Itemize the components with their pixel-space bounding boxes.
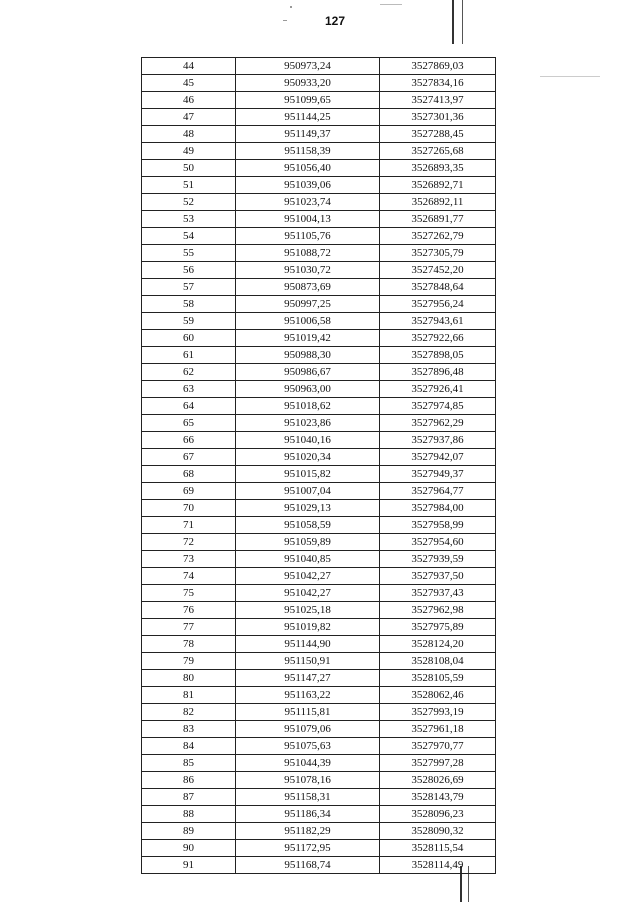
table-row — [142, 602, 496, 619]
x-coordinate-cell: 951030,72 — [236, 262, 380, 279]
table-row — [142, 534, 496, 551]
point-number-cell: 63 — [142, 381, 236, 398]
y-coordinate-cell: 3526892,71 — [380, 177, 496, 194]
x-coordinate-cell: 951020,34 — [236, 449, 380, 466]
point-number-cell: 64 — [142, 398, 236, 415]
x-coordinate-cell: 951079,06 — [236, 721, 380, 738]
x-coordinate-cell: 951150,91 — [236, 653, 380, 670]
y-coordinate-cell: 3528090,32 — [380, 823, 496, 840]
point-number-cell: 84 — [142, 738, 236, 755]
x-coordinate-cell: 951023,74 — [236, 194, 380, 211]
table-row — [142, 211, 496, 228]
y-coordinate-cell: 3528105,59 — [380, 670, 496, 687]
table-row — [142, 823, 496, 840]
table-row — [142, 143, 496, 160]
point-number-cell: 78 — [142, 636, 236, 653]
table-row — [142, 670, 496, 687]
table-row — [142, 687, 496, 704]
x-coordinate-cell: 950873,69 — [236, 279, 380, 296]
x-coordinate-cell: 951168,74 — [236, 857, 380, 874]
table-row — [142, 653, 496, 670]
point-number-cell: 71 — [142, 517, 236, 534]
table-row — [142, 177, 496, 194]
table-row — [142, 517, 496, 534]
x-coordinate-cell: 951186,34 — [236, 806, 380, 823]
point-number-cell: 81 — [142, 687, 236, 704]
point-number-cell: 55 — [142, 245, 236, 262]
table-row — [142, 483, 496, 500]
table-row — [142, 466, 496, 483]
x-coordinate-cell: 951059,89 — [236, 534, 380, 551]
table-row — [142, 432, 496, 449]
table-row — [142, 160, 496, 177]
point-number-cell: 69 — [142, 483, 236, 500]
x-coordinate-cell: 951006,58 — [236, 313, 380, 330]
y-coordinate-cell: 3527922,66 — [380, 330, 496, 347]
x-coordinate-cell: 951158,31 — [236, 789, 380, 806]
point-number-cell: 91 — [142, 857, 236, 874]
x-coordinate-cell: 951182,29 — [236, 823, 380, 840]
table-row — [142, 228, 496, 245]
table-row — [142, 415, 496, 432]
x-coordinate-cell: 950973,24 — [236, 58, 380, 75]
x-coordinate-cell: 951078,16 — [236, 772, 380, 789]
y-coordinate-cell: 3527949,37 — [380, 466, 496, 483]
point-number-cell: 62 — [142, 364, 236, 381]
point-number-cell: 61 — [142, 347, 236, 364]
x-coordinate-cell: 951018,62 — [236, 398, 380, 415]
table-row — [142, 296, 496, 313]
point-number-cell: 88 — [142, 806, 236, 823]
x-coordinate-cell: 951019,42 — [236, 330, 380, 347]
point-number-cell: 50 — [142, 160, 236, 177]
point-number-cell: 90 — [142, 840, 236, 857]
y-coordinate-cell: 3527962,29 — [380, 415, 496, 432]
coordinates-table-body — [142, 58, 496, 874]
table-row — [142, 330, 496, 347]
y-coordinate-cell: 3528026,69 — [380, 772, 496, 789]
point-number-cell: 89 — [142, 823, 236, 840]
table-row — [142, 500, 496, 517]
x-coordinate-cell: 951088,72 — [236, 245, 380, 262]
x-coordinate-cell: 951040,16 — [236, 432, 380, 449]
point-number-cell: 68 — [142, 466, 236, 483]
y-coordinate-cell: 3527452,20 — [380, 262, 496, 279]
x-coordinate-cell: 951163,22 — [236, 687, 380, 704]
point-number-cell: 44 — [142, 58, 236, 75]
y-coordinate-cell: 3527898,05 — [380, 347, 496, 364]
table-row — [142, 381, 496, 398]
y-coordinate-cell: 3528143,79 — [380, 789, 496, 806]
x-coordinate-cell: 951144,25 — [236, 109, 380, 126]
binding-mark-top — [452, 0, 463, 44]
point-number-cell: 59 — [142, 313, 236, 330]
y-coordinate-cell: 3527939,59 — [380, 551, 496, 568]
x-coordinate-cell: 951004,13 — [236, 211, 380, 228]
point-number-cell: 70 — [142, 500, 236, 517]
point-number-cell: 46 — [142, 92, 236, 109]
x-coordinate-cell: 951058,59 — [236, 517, 380, 534]
table-row — [142, 262, 496, 279]
y-coordinate-cell: 3527958,99 — [380, 517, 496, 534]
y-coordinate-cell: 3527961,18 — [380, 721, 496, 738]
y-coordinate-cell: 3527262,79 — [380, 228, 496, 245]
table-row — [142, 721, 496, 738]
table-row — [142, 364, 496, 381]
point-number-cell: 77 — [142, 619, 236, 636]
y-coordinate-cell: 3527926,41 — [380, 381, 496, 398]
y-coordinate-cell: 3527954,60 — [380, 534, 496, 551]
point-number-cell: 85 — [142, 755, 236, 772]
y-coordinate-cell: 3527869,03 — [380, 58, 496, 75]
point-number-cell: 65 — [142, 415, 236, 432]
x-coordinate-cell: 950963,00 — [236, 381, 380, 398]
table-row — [142, 109, 496, 126]
x-coordinate-cell: 950933,20 — [236, 75, 380, 92]
table-row — [142, 772, 496, 789]
y-coordinate-cell: 3528124,20 — [380, 636, 496, 653]
x-coordinate-cell: 951105,76 — [236, 228, 380, 245]
x-coordinate-cell: 950988,30 — [236, 347, 380, 364]
point-number-cell: 79 — [142, 653, 236, 670]
table-row — [142, 58, 496, 75]
scan-speck — [380, 4, 402, 5]
point-number-cell: 66 — [142, 432, 236, 449]
y-coordinate-cell: 3527305,79 — [380, 245, 496, 262]
point-number-cell: 73 — [142, 551, 236, 568]
y-coordinate-cell: 3527970,77 — [380, 738, 496, 755]
y-coordinate-cell: 3526891,77 — [380, 211, 496, 228]
point-number-cell: 53 — [142, 211, 236, 228]
point-number-cell: 48 — [142, 126, 236, 143]
x-coordinate-cell: 950997,25 — [236, 296, 380, 313]
y-coordinate-cell: 3527997,28 — [380, 755, 496, 772]
x-coordinate-cell: 951025,18 — [236, 602, 380, 619]
table-row — [142, 449, 496, 466]
scan-speck — [283, 20, 287, 21]
point-number-cell: 86 — [142, 772, 236, 789]
point-number-cell: 45 — [142, 75, 236, 92]
point-number-cell: 75 — [142, 585, 236, 602]
point-number-cell: 47 — [142, 109, 236, 126]
table-row — [142, 126, 496, 143]
y-coordinate-cell: 3527962,98 — [380, 602, 496, 619]
x-coordinate-cell: 951158,39 — [236, 143, 380, 160]
point-number-cell: 72 — [142, 534, 236, 551]
y-coordinate-cell: 3527942,07 — [380, 449, 496, 466]
table-row — [142, 245, 496, 262]
y-coordinate-cell: 3528115,54 — [380, 840, 496, 857]
table-row — [142, 279, 496, 296]
point-number-cell: 58 — [142, 296, 236, 313]
y-coordinate-cell: 3527937,43 — [380, 585, 496, 602]
table-row — [142, 585, 496, 602]
x-coordinate-cell: 951075,63 — [236, 738, 380, 755]
y-coordinate-cell: 3527993,19 — [380, 704, 496, 721]
y-coordinate-cell: 3527413,97 — [380, 92, 496, 109]
point-number-cell: 52 — [142, 194, 236, 211]
x-coordinate-cell: 951042,27 — [236, 585, 380, 602]
y-coordinate-cell: 3527896,48 — [380, 364, 496, 381]
coordinates-table — [141, 57, 496, 874]
table-row — [142, 398, 496, 415]
point-number-cell: 83 — [142, 721, 236, 738]
table-row — [142, 347, 496, 364]
x-coordinate-cell: 951015,82 — [236, 466, 380, 483]
table-row — [142, 789, 496, 806]
page-number: 127 — [324, 14, 346, 28]
y-coordinate-cell: 3528096,23 — [380, 806, 496, 823]
point-number-cell: 76 — [142, 602, 236, 619]
table-row — [142, 857, 496, 874]
y-coordinate-cell: 3527937,86 — [380, 432, 496, 449]
table-row — [142, 92, 496, 109]
table-row — [142, 568, 496, 585]
table-row — [142, 75, 496, 92]
y-coordinate-cell: 3526893,35 — [380, 160, 496, 177]
x-coordinate-cell: 951040,85 — [236, 551, 380, 568]
x-coordinate-cell: 951172,95 — [236, 840, 380, 857]
point-number-cell: 74 — [142, 568, 236, 585]
y-coordinate-cell: 3527974,85 — [380, 398, 496, 415]
scan-speck — [290, 6, 292, 8]
y-coordinate-cell: 3527943,61 — [380, 313, 496, 330]
scan-speck — [540, 76, 600, 77]
x-coordinate-cell: 951149,37 — [236, 126, 380, 143]
point-number-cell: 57 — [142, 279, 236, 296]
y-coordinate-cell: 3526892,11 — [380, 194, 496, 211]
point-number-cell: 51 — [142, 177, 236, 194]
x-coordinate-cell: 951044,39 — [236, 755, 380, 772]
table-row — [142, 551, 496, 568]
x-coordinate-cell: 951023,86 — [236, 415, 380, 432]
table-row — [142, 806, 496, 823]
point-number-cell: 82 — [142, 704, 236, 721]
y-coordinate-cell: 3527937,50 — [380, 568, 496, 585]
x-coordinate-cell: 951147,27 — [236, 670, 380, 687]
x-coordinate-cell: 951115,81 — [236, 704, 380, 721]
x-coordinate-cell: 951007,04 — [236, 483, 380, 500]
y-coordinate-cell: 3527301,36 — [380, 109, 496, 126]
table-row — [142, 704, 496, 721]
y-coordinate-cell: 3528114,49 — [380, 857, 496, 874]
y-coordinate-cell: 3528062,46 — [380, 687, 496, 704]
x-coordinate-cell: 951029,13 — [236, 500, 380, 517]
table-row — [142, 738, 496, 755]
table-row — [142, 313, 496, 330]
x-coordinate-cell: 951039,06 — [236, 177, 380, 194]
y-coordinate-cell: 3527984,00 — [380, 500, 496, 517]
y-coordinate-cell: 3527834,16 — [380, 75, 496, 92]
table-row — [142, 619, 496, 636]
point-number-cell: 56 — [142, 262, 236, 279]
point-number-cell: 60 — [142, 330, 236, 347]
table-row — [142, 194, 496, 211]
x-coordinate-cell: 951056,40 — [236, 160, 380, 177]
table-row — [142, 636, 496, 653]
y-coordinate-cell: 3528108,04 — [380, 653, 496, 670]
point-number-cell: 87 — [142, 789, 236, 806]
table-row — [142, 840, 496, 857]
point-number-cell: 80 — [142, 670, 236, 687]
point-number-cell: 54 — [142, 228, 236, 245]
point-number-cell: 49 — [142, 143, 236, 160]
y-coordinate-cell: 3527288,45 — [380, 126, 496, 143]
y-coordinate-cell: 3527848,64 — [380, 279, 496, 296]
y-coordinate-cell: 3527975,89 — [380, 619, 496, 636]
x-coordinate-cell: 951042,27 — [236, 568, 380, 585]
x-coordinate-cell: 951019,82 — [236, 619, 380, 636]
point-number-cell: 67 — [142, 449, 236, 466]
y-coordinate-cell: 3527964,77 — [380, 483, 496, 500]
x-coordinate-cell: 950986,67 — [236, 364, 380, 381]
table-row — [142, 755, 496, 772]
x-coordinate-cell: 951099,65 — [236, 92, 380, 109]
y-coordinate-cell: 3527956,24 — [380, 296, 496, 313]
x-coordinate-cell: 951144,90 — [236, 636, 380, 653]
y-coordinate-cell: 3527265,68 — [380, 143, 496, 160]
